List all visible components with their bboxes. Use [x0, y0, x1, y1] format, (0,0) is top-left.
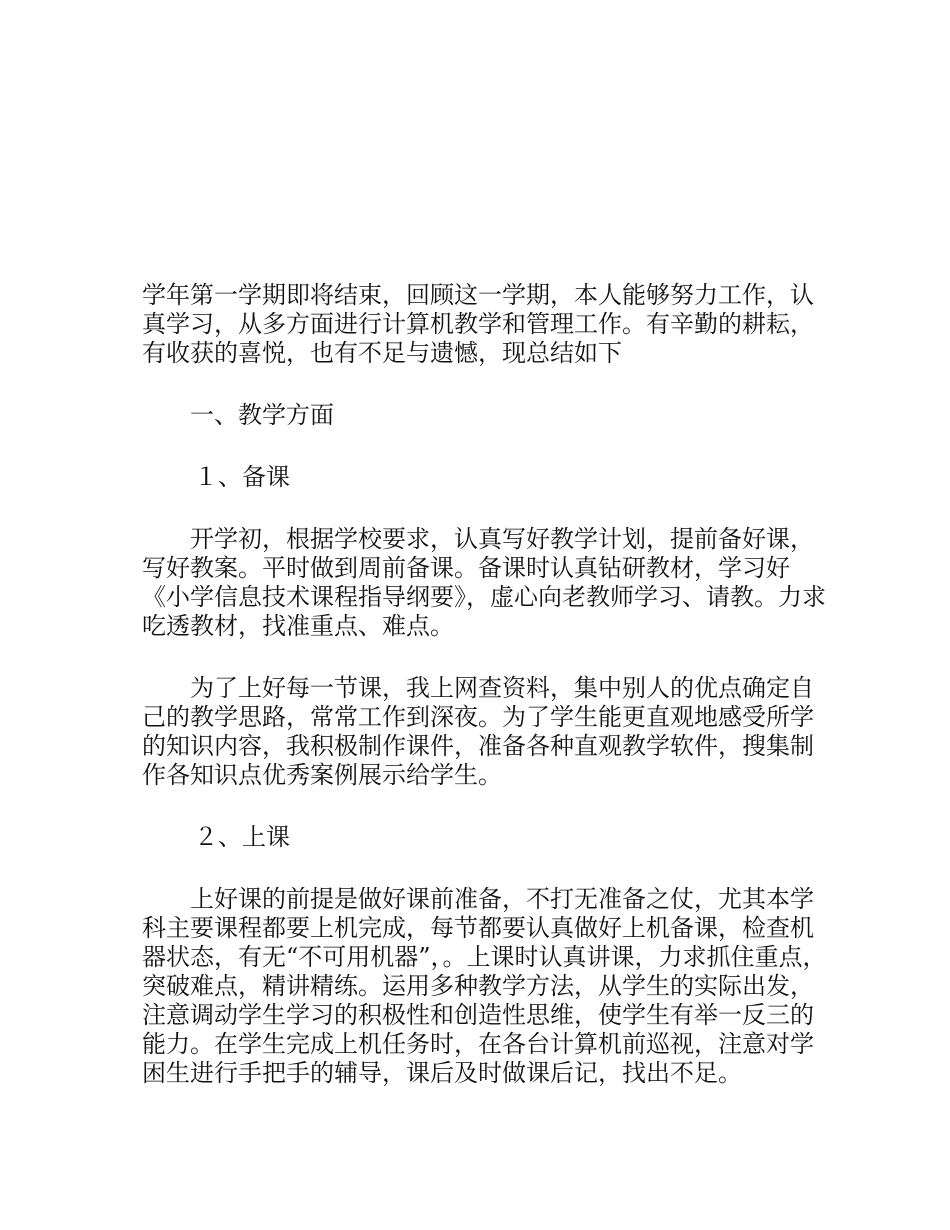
intro-paragraph: 学年第一学期即将结束，回顾这一学期，本人能够努力工作，认真学习，从多方面进行计算机教学和管理工作。有辛勤的耕耘，有收获的喜悦，也有不足与遗憾，现总结如下	[142, 281, 814, 367]
document-body	[142, 281, 832, 1088]
spacer	[142, 852, 832, 885]
subheading-teaching-class: ２、上课	[194, 823, 290, 851]
paragraph-lesson-prep-1: 开学初，根据学校要求，认真写好教学计划，提前备好课，写好教案。平时做到周前备课。备课时认真钻研教材，学习好《小学信息技术课程指导纲要》，虚心向老教师学习、请教。力求吃透教材，找准重点、难点。	[142, 525, 826, 640]
spacer	[142, 790, 832, 823]
paragraph-lesson-prep-2: 为了上好每一节课，我上网查资料，集中别人的优点确定自己的教学思路，常常工作到深夜。为了学生能更直观地感受所学的知识内容，我积极制作课件，准备各种直观教学软件，搜集制作各知识点优秀案例展示给学生。	[142, 674, 814, 789]
paragraph-teaching-class-1: 上好课的前提是做好课前准备，不打无准备之仗，尤其本学科主要课程都要上机完成，每节都要认真做好上机备课，检查机器状态，有无“不可用机器”，。上课时认真讲课，力求抓住重点，突破难点，精讲精练。运用多种教学方法，从学生的实际出发，注意调动学生学习的积极性和创造性思维，使学生有举一反三的能力。在学生完成上机任务时，在各台计算机前巡视，注意对学困生进行手把手的辅导，课后及时做课后记，找出不足。	[142, 885, 827, 1087]
spacer	[142, 492, 832, 525]
section-heading-teaching: 一、教学方面	[190, 401, 334, 429]
subheading-lesson-prep: １、备课	[194, 463, 290, 491]
spacer	[142, 430, 832, 463]
spacer	[142, 641, 832, 674]
spacer	[142, 368, 832, 401]
